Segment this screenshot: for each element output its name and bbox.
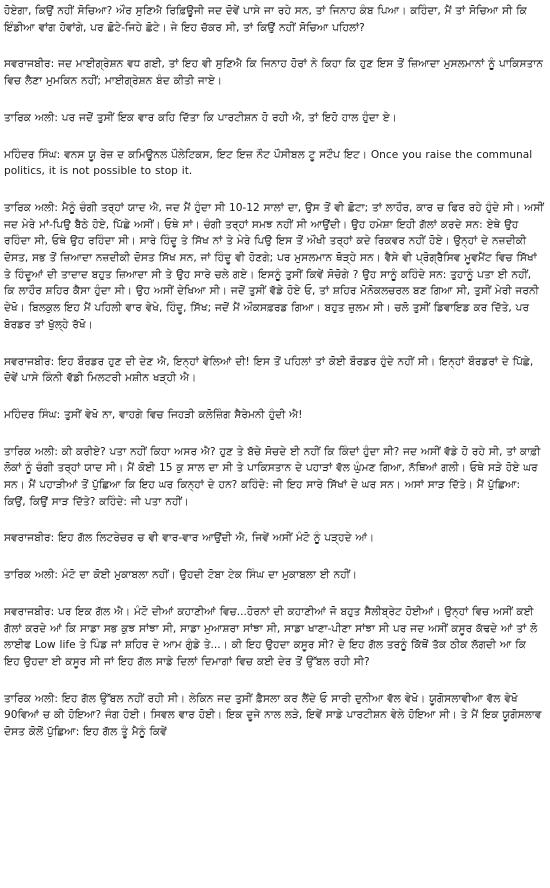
paragraph: ਸਵਰਾਜਬੀਰ: ਇਹ ਗੱਲ ਲਿਟਰੇਚਰ ਚ ਵੀ ਵਾਰ-ਵਾਰ ਆਉਂਦੀ ਐ, ਜਿਵੇਂ ਅਸੀਂ ਮੰਟੋ ਨੂੰ ਪੜ੍ਹਦੇ ਆਂ। bbox=[4, 532, 375, 545]
paragraph: ਤਾਰਿਕ ਅਲੀ: ਮੰਟੋ ਦਾ ਕੋਈ ਮੁਕਾਬਲਾ ਨਹੀਂ। ਉਹਦੀ ਟੋਬਾ ਟੇਕ ਸਿੰਘ ਦਾ ਮੁਕਾਬਲਾ ਈ ਨਹੀਂ। bbox=[4, 569, 358, 582]
document-page bbox=[4, 3, 544, 741]
paragraph: ਮਹਿੰਦਰ ਸਿੰਘ: ਵਨਸ ਯੂ ਰੇਜ਼ ਦ ਕਮਿਊਨਲ ਪੌਲੇਟਿਕਸ, ਇਟ ਇਜ਼ ਨੌਟ ਪੌਸੀਬਲ ਟੂ ਸਟੌਪ ਇਟ। Once you raise the communal politics, it is not possible to stop it. bbox=[4, 148, 533, 178]
paragraph: ਸਵਰਾਜਬੀਰ: ਪਰ ਇਕ ਗੱਲ ਐ। ਮੰਟੋ ਦੀਆਂ ਕਹਾਣੀਆਂ ਵਿਚ...ਹੋਰਨਾਂ ਦੀ ਕਹਾਣੀਆਂ ਜੋ ਬਹੁਤ ਸੈਲੀਬ੍ਰੇਟ ਹੋਈਆਂ। ਉਨ੍ਹਾਂ ਵਿਚ ਅਸੀਂ ਕਈ ਗੱਲਾਂ ਕਰਦੇ ਆਂ ਕਿ ਸਾਡਾ ਸਭ ਕੁਝ ਸਾਂਝਾ ਸੀ, ਸਾਡਾ ਮੁਆਸ਼ਰਾ ਸਾਂਝਾ ਸੀ, ਸਾਡਾ ਖਾਣਾ-ਪੀਣਾ ਸਾਂਝਾ ਸੀ ਪਰ ਜਦ ਅਸੀਂ ਕਸੂਰ ਕੱਢਦੇ ਆਂ ਤਾਂ ਲੋ ਲਾਈਫ Low life ਤੇ ਪਿੰਡ ਜਾਂ ਸ਼ਹਿਰ ਦੇ ਆਮ ਗੁੰਡੇ ਤੇ...। ਕੀ ਇਹ ਉਹਦਾ ਕਸੂਰ ਸੀ? ਦੇ ਇਹ ਗੱਲ ਤਰਨੂੰ ਕਿੱਥੋਂ ਤੱਕ ਠੀਕ ਲੱਗਦੀ ਆ ਕਿ ਇਹ ਉਹਦਾ ਈ ਕਸੂਰ ਸੀ ਜਾਂ ਇਹ ਗੱਲ ਸਾਡੇ ਦਿਲਾਂ ਦਿਮਾਗਾਂ ਵਿਚ ਕਈ ਦੇਰ ਤੋਂ ਉੱਬਲ ਰਹੀ ਸੀ? bbox=[4, 605, 538, 668]
paragraph: ਸਵਰਾਜਬੀਰ: ਜਦ ਮਾਈਗ੍ਰੇਸ਼ਨ ਵਧ ਗਈ, ਤਾਂ ਇਹ ਵੀ ਸੁਣਿਐ ਕਿ ਜਿਨਾਹ ਹੋਰਾਂ ਨੇ ਕਿਹਾ ਕਿ ਹੁਣ ਇਸ ਤੋਂ ਜ਼ਿਆਦਾ ਮੁਸਲਮਾਨਾਂ ਨੂੰ ਪਾਕਿਸਤਾਨ ਵਿਚ ਲੈਣਾ ਮੁਮਕਿਨ ਨਹੀਂ; ਮਾਈਗ੍ਰੇਸ਼ਨ ਬੰਦ ਕੀਤੀ ਜਾਏ। bbox=[4, 58, 543, 88]
paragraph: ਤਾਰਿਕ ਅਲੀ: ਕੀ ਕਰੀਏ? ਪਤਾ ਨਹੀਂ ਕਿਹਾ ਅਸਰ ਐ? ਹੁਣ ਤੇ ਬੱਚੇ ਸੋਚਦੇ ਈ ਨਹੀਂ ਕਿ ਕਿੰਦਾਂ ਹੁੰਦਾ ਸੀ? ਜਦ ਅਸੀਂ ਵੱਡੇ ਹੋ ਰਹੇ ਸੀ, ਤਾਂ ਕਾਫ਼ੀ ਲੋਕਾਂ ਨੂੰ ਚੰਗੀ ਤਰ੍ਹਾਂ ਯਾਦ ਸੀ। ਮੈਂ ਕੋਈ 15 ਕੁ ਸਾਲ ਦਾ ਸੀ ਤੇ ਪਾਕਿਸਤਾਨ ਦੇ ਪਹਾੜਾਂ ਵੱਲ ਘੁੰਮਣ ਗਿਆ, ਨੱਥਿਆਂ ਗਲੀ। ਓਥੇ ਸੜੇ ਹੋਏ ਘਰ ਸਨ। ਮੈਂ ਪਹਾੜੀਆਂ ਤੋਂ ਪੁੱਛਿਆ ਕਿ ਇਹ ਘਰ ਕਿਨ੍ਹਾਂ ਦੇ ਹਨ? ਕਹਿੰਦੇ: ਜੀ ਇਹ ਸਾਰੇ ਸਿੱਖਾਂ ਦੇ ਘਰ ਸਨ। ਅਸਾਂ ਸਾੜ ਦਿੱਤੇ। ਮੈਂ ਪੁੱਛਿਆ: ਕਿਉਂ, ਕਿਉਂ ਸਾੜ ਦਿੱਤੇ? ਕਹਿੰਦੇ: ਜੀ ਪਤਾ ਨਹੀਂ। bbox=[4, 445, 541, 508]
paragraph: ਸਵਰਾਜਬੀਰ: ਇਹ ਬੌਰਡਰ ਹੁਣ ਦੀ ਦੇਣ ਐ, ਇਨ੍ਹਾਂ ਵੇਲਿਆਂ ਦੀ! ਇਸ ਤੋਂ ਪਹਿਲਾਂ ਤਾਂ ਕੋਈ ਬੌਰਡਰ ਹੁੰਦੇ ਨਹੀਂ ਸੀ। ਇਨ੍ਹਾਂ ਬੌਰਡਰਾਂ ਦੇ ਪਿੱਛੇ, ਦੋਵੇਂ ਪਾਸੇ ਕਿੰਨੀ ਵੱਡੀ ਮਿਲਟਰੀ ਮਸ਼ੀਨ ਖੜ੍ਹੀ ਐ। bbox=[4, 355, 534, 385]
paragraph: ਹੋਏਗਾ, ਕਿਉਂ ਨਹੀਂ ਸੋਚਿਆ? ਔਰ ਸੁਣਿਐ ਰਿਫ਼ਿਊਜੀ ਜਦ ਦੋਵੇਂ ਪਾਸੇ ਜਾ ਰਹੇ ਸਨ, ਤਾਂ ਜਿਨਾਹ ਕੰਬ ਪਿਆ। ਕਹਿੰਦਾ, ਮੈਂ ਤਾਂ ਸੋਚਿਆ ਸੀ ਕਿ ਇੰਡੀਆ ਵਾਂਗ ਹੋਵਾਂਗੇ, ਪਰ ਛੋਟੇ-ਜਿਹੇ ਛੋਟੇ। ਜੇ ਇਹ ਚੱਕਰ ਸੀ, ਤਾਂ ਕਿਉਂ ਨਹੀਂ ਸੋਚਿਆ ਪਹਿਲਾਂ? bbox=[4, 5, 527, 34]
paragraph: ਤਾਰਿਕ ਅਲੀ: ਇਹ ਗੱਲ ਉੱਬਲ ਨਹੀਂ ਰਹੀ ਸੀ। ਲੇਕਿਨ ਜਦ ਤੁਸੀਂ ਫ਼ੈਸਲਾ ਕਰ ਲੈਂਦੇ ਓ ਸਾਰੀ ਦੁਨੀਆ ਵੱਲ ਵੇਖੋ। ਯੂਗੋਸਲਾਵੀਆ ਵੱਲ ਵੇਖੋ 90ਵਿਆਂ ਚ ਕੀ ਹੋਇਆ? ਜੰਗ ਹੋਈ। ਸਿਵਲ ਵਾਰ ਹੋਈ। ਇਕ ਦੂਜੇ ਨਾਲ ਲੜੇ, ਇਵੇਂ ਸਾਡੇ ਪਾਰਟੀਸ਼ਨ ਵੇਲੇ ਹੋਇਆ ਸੀ। ਤੇ ਮੈਂ ਇਕ ਯੂਗੋਸਲਾਵ ਦੋਸਤ ਕੋਲੋਂ ਪੁੱਛਿਆ: ਇਹ ਗੱਲ ਤੂੰ ਮੈਨੂੰ ਕਿਵੇਂ bbox=[4, 692, 542, 739]
paragraph: ਤਾਰਿਕ ਅਲੀ: ਮੈਨੂੰ ਚੰਗੀ ਤਰ੍ਹਾਂ ਯਾਦ ਐ, ਜਦ ਮੈਂ ਹੁੰਦਾ ਸੀ 10-12 ਸਾਲਾਂ ਦਾ, ਉਸ ਤੋਂ ਵੀ ਛੋਟਾ; ਤਾਂ ਲਾਹੌਰ, ਕਾਰ ਚ ਫਿਰ ਰਹੇ ਹੁੰਦੇ ਸੀ। ਅਸੀਂ ਜਦ ਮੇਰੇ ਮਾਂ-ਪਿਉ ਬੈਠੇ ਹੋਏ, ਪਿੱਛੇ ਅਸੀਂ। ਓਥੇ ਸਾਂ। ਚੰਗੀ ਤਰ੍ਹਾਂ ਸਮਝ ਨਹੀਂ ਸੀ ਆਉਂਦੀ। ਉਹ ਹਮੇਸ਼ਾ ਇਹੀ ਗੱਲਾਂ ਕਰਦੇ ਸਨ: ਏਥੇ ਉਹ ਰਹਿੰਦਾ ਸੀ, ਓਥੇ ਉਹ ਰਹਿੰਦਾ ਸੀ। ਸਾਰੇ ਹਿੰਦੂ ਤੇ ਸਿੱਖ ਨਾਂ ਤੇ ਮੇਰੇ ਪਿਉ ਇਸ ਤੋਂ ਔਖੀ ਤਰ੍ਹਾਂ ਕਦੇ ਰਿਕਵਰ ਨਹੀਂ ਹੋਏ। ਉਨ੍ਹਾਂ ਦੇ ਨਜ਼ਦੀਕੀ ਦੋਸਤ, ਸਭ ਤੋਂ ਜ਼ਿਆਦਾ ਨਜ਼ਦੀਕੀ ਦੋਸਤ ਸਿੱਖ ਸਨ, ਜਾਂ ਹਿੰਦੂ ਵੀ ਹੋਣਗੇ; ਪਰ ਮੁਸਲਮਾਨ ਥੋੜ੍ਹੇ ਸਨ। ਵੈਸੇ ਵੀ ਪ੍ਰੋਗ੍ਰੈਸਿਵ ਮੂਵਮੈਂਟ ਵਿਚ ਸਿੱਖਾਂ ਤੇ ਹਿੰਦੂਆਂ ਦੀ ਤਾਦਾਦ ਬਹੁਤ ਜ਼ਿਆਦਾ ਸੀ ਤੇ ਉਹ ਸਾਰੇ ਚਲੇ ਗਏ। ਇਸਨੂੰ ਤੁਸੀਂ ਕਿਵੇਂ ਸੋਚੋਗੇ ? ਉਹ ਸਾਨੂੰ ਕਹਿੰਦੇ ਸਨ: ਤੁਹਾਨੂੰ ਪਤਾ ਈ ਨਹੀਂ, ਕਿ ਲਾਹੌਰ ਸ਼ਹਿਰ ਕੈਸਾ ਹੁੰਦਾ ਸੀ। ਉਹ ਅਸੀਂ ਦੇਖਿਆ ਸੀ। ਜਦੋਂ ਤੁਸੀਂ ਵੱਡੇ ਹੋਏ ਓ, ਤਾਂ ਸ਼ਹਿਰ ਮੋਨੋਕਲਚਰਲ ਬਣ ਗਿਆ ਸੀ, ਤੁਸੀਂ ਮੇਰੀ ਜਰਨੀ ਦੇਖੋ। ਬਿਲਕੁਲ ਇਹ ਮੈਂ ਪਹਿਲੀ ਵਾਰ ਵੇਖੇ, ਹਿੰਦੂ, ਸਿੱਖ; ਜਦੋਂ ਮੈਂ ਔਕਸਫ਼ਰਡ ਗਿਆ। ਬਹੁਤ ਜ਼ੁਲਮ ਸੀ। ਚਲੋ ਤੁਸੀਂ ਡਿਵਾਇਡ ਕਰ ਦਿੱਤੇ, ਪਰ ਬੋਰਡਰ ਤਾਂ ਖੁੱਲ੍ਹੇ ਰੱਖੋ। bbox=[4, 201, 544, 331]
paragraph: ਤਾਰਿਕ ਅਲੀ: ਪਰ ਜਦੋਂ ਤੁਸੀਂ ਇਕ ਵਾਰ ਕਹਿ ਦਿੱਤਾ ਕਿ ਪਾਰਟੀਸ਼ਨ ਹੋ ਰਹੀ ਐ, ਤਾਂ ਇਹੋ ਹਾਲ ਹੁੰਦਾ ਏ। bbox=[4, 111, 397, 124]
paragraph: ਮਹਿੰਦਰ ਸਿੰਘ: ਤੁਸੀਂ ਵੇਖੋ ਨਾ, ਵਾਹਗੇ ਵਿਚ ਜਿਹੜੀ ਕਲੋਜ਼ਿੰਗ ਸੈਰੇਮਨੀ ਹੁੰਦੀ ਐ! bbox=[4, 408, 303, 421]
